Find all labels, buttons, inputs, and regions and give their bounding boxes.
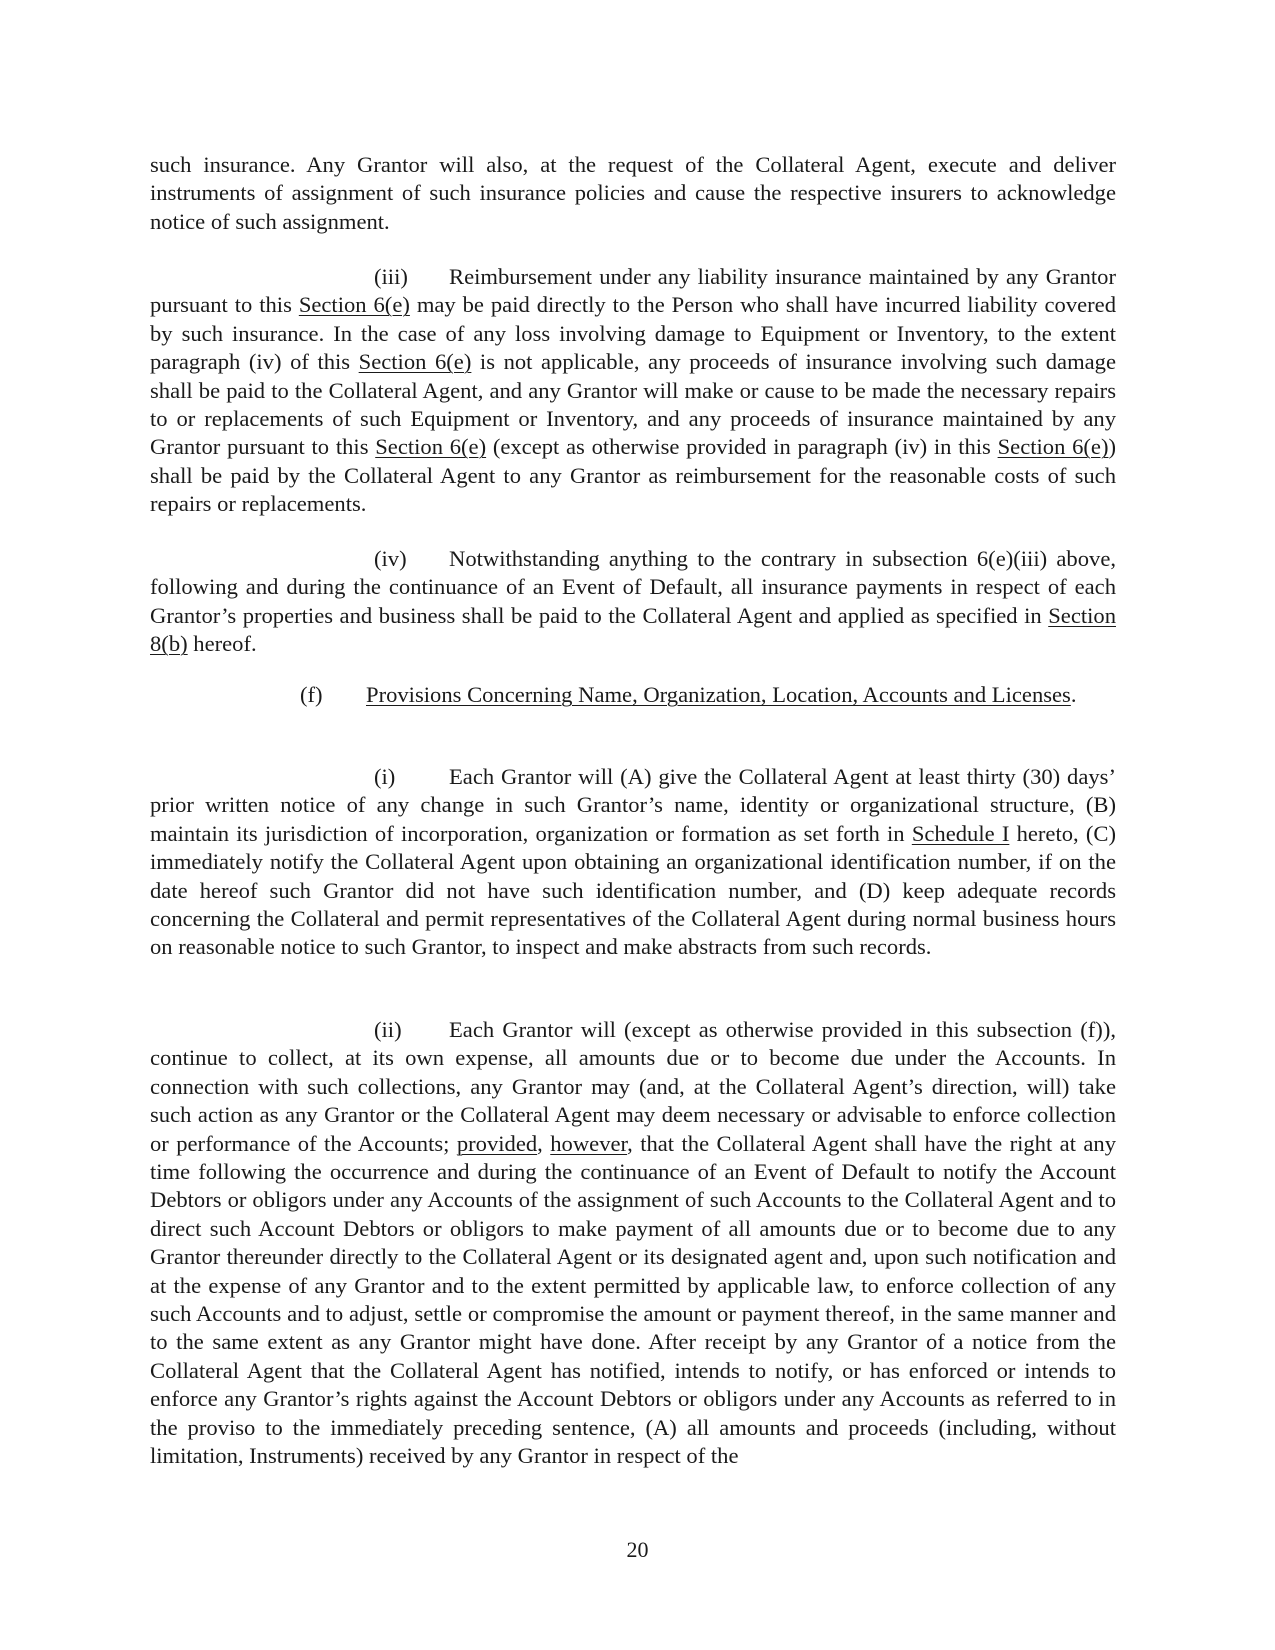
defined-term: provided <box>456 1130 538 1156</box>
paragraph-ii-collection <box>150 1016 1116 1471</box>
heading-punctuation: . <box>1070 682 1077 707</box>
clause-number: (iii) <box>374 264 408 289</box>
schedule-reference: Schedule I <box>911 820 1010 846</box>
paragraph-text: hereof. <box>187 631 257 657</box>
section-reference: Section 6(e) <box>375 434 487 460</box>
paragraph-text: hereto, (C) immediately notify the Collateral Agent upon obtaining an organizational identification number, if on the date hereof such Grantor did not have such identification number, and (D) keep adequate records concerning the Collateral and permit representatives of the Collateral Agent during normal business hours on reasonable notice to such Grantor, to inspect and make abstracts from such records. <box>150 820 1116 960</box>
paragraph-text: ) shall be paid by the Collateral Agent to any Grantor as reimbursement for the reasonable costs of such repairs or replacements. <box>150 434 1116 517</box>
clause-number: (i) <box>374 764 396 789</box>
page-number: 20 <box>626 1537 649 1562</box>
paragraph-text: may be paid directly to the Person who shall have incurred liability covered by such insurance. In the case of any loss involving damage to Equipment or Inventory, to the extent paragraph (iv) of this <box>150 292 1117 375</box>
paragraph-text: , <box>537 1130 551 1156</box>
paragraph-text: Notwithstanding anything to the contrary in subsection 6(e)(iii) above, following and during the continuance of an Event of Default, all insurance payments in respect of each Grantor’s properties and business shall be paid to the Collateral Agent and applied as specified in <box>150 546 1116 628</box>
paragraph-iii-reimbursement <box>150 263 1116 519</box>
paragraph-text: such insurance. Any Grantor will also, at the request of the Collateral Agent, execute and deliver instruments of assignment of such insurance policies and cause the respective insurers to acknowledge notice of such assignment. <box>150 152 1116 234</box>
section-reference: Section 8(b) <box>150 602 1116 657</box>
paragraph-iv-notwithstanding <box>150 545 1116 659</box>
paragraph-text: (except as otherwise provided in paragraph (iv) in this <box>486 434 998 460</box>
clause-number: (f) <box>300 682 323 707</box>
section-heading: Provisions Concerning Name, Organization, Location, Accounts and Licenses <box>366 682 1071 707</box>
section-reference: Section 6(e) <box>358 349 472 375</box>
paragraph-text: , that the Collateral Agent shall have the right at any time following the occurrence and during the continuance of an Event of Default to notify the Account Debtors or obligors under any Accounts of the assignment of such Accounts to the Collateral Agent and to direct such Account Debtors or obligors to make payment of all amounts due or to become due to any Grantor thereunder directly to the Collateral Agent or its designated agent and, upon such notification and at the expense of any Grantor and to the extent permitted by applicable law, to enforce collection of any such Accounts and to adjust, settle or compromise the amount or payment thereof, in the same manner and to the same extent as any Grantor might have done. After receipt by any Grantor of a notice from the Collateral Agent that the Collateral Agent has notified, intends to notify, or has enforced or intends to enforce any Grantor’s rights against the Account Debtors or obligors under any Accounts as referred to in the proviso to the immediately preceding sentence, (A) all amounts and proceeds (including, without limitation, Instruments) received by any Grantor in respect of the <box>150 1130 1117 1469</box>
paragraph-text: is not applicable, any proceeds of insurance involving such damage shall be paid to the Collateral Agent, and any Grantor will make or cause to be made the necessary repairs to or replacements of such Equipment or Inventory, and any proceeds of insurance maintained by any Grantor pursuant to this <box>150 349 1116 460</box>
section-reference: Section 6(e) <box>298 292 410 318</box>
clause-number: (iv) <box>374 546 407 571</box>
paragraph-text: Each Grantor will (except as otherwise provided in this subsection (f)), continue to collect, at its own expense, all amounts due or to become due under the Accounts. In connection with such collections, any Grantor may (and, at the Collateral Agent’s direction, will) take such action as any Grantor or the Collateral Agent may deem necessary or advisable to enforce collection or performance of the Accounts; <box>150 1017 1116 1156</box>
paragraph-i-grantor-notice <box>150 763 1116 962</box>
section-reference: Section 6(e) <box>997 434 1109 460</box>
paragraph-text: Reimbursement under any liability insurance maintained by any Grantor pursuant to this <box>150 264 1116 318</box>
paragraph-text: Each Grantor will (A) give the Collateral Agent at least thirty (30) days’ prior written notice of any change in such Grantor’s name, identity or organizational structure, (B) maintain its jurisdiction of incorporation, organization or formation as set forth in <box>150 764 1116 846</box>
section-heading-f <box>150 681 1116 709</box>
clause-number: (ii) <box>374 1017 402 1042</box>
defined-term: however <box>550 1130 628 1156</box>
paragraph-insurance-assignment <box>150 151 1116 236</box>
